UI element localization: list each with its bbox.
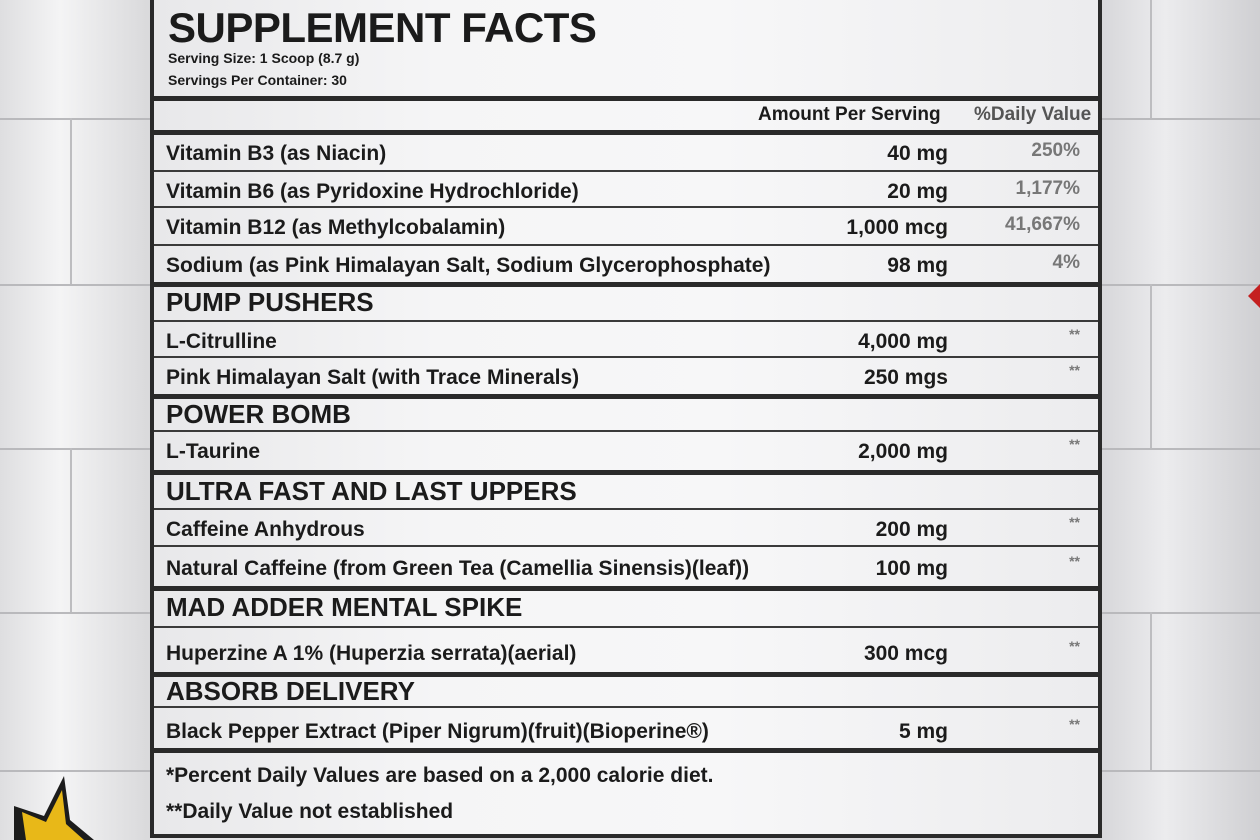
ingredient-daily-value: **: [1069, 436, 1080, 452]
ingredient-name: Caffeine Anhydrous: [166, 518, 365, 541]
ingredient-daily-value: **: [1069, 362, 1080, 378]
nutrient-daily-value: 4%: [1052, 252, 1080, 273]
nutrient-name: Sodium (as Pink Himalayan Salt, Sodium Glycerophosphate): [166, 254, 771, 277]
ingredient-daily-value: **: [1069, 716, 1080, 732]
ingredient-row: [154, 626, 1098, 670]
serving-size: Serving Size: 1 Scoop (8.7 g): [168, 50, 360, 66]
ingredient-amount: 2,000 mg: [858, 440, 948, 463]
nutrient-name: Vitamin B12 (as Methylcobalamin): [166, 216, 506, 239]
nutrient-daily-value: 41,667%: [1004, 214, 1080, 235]
ingredient-amount: 250 mgs: [863, 366, 948, 389]
star-logo-icon: [14, 776, 94, 840]
divider-thick: [154, 96, 1098, 101]
divider-thick: [154, 586, 1098, 591]
footnote-not-established: **Daily Value not established: [166, 800, 454, 823]
header-amount-per-serving: Amount Per Serving: [758, 104, 941, 125]
nutrient-daily-value: 250%: [1031, 140, 1080, 161]
ingredient-name: Pink Himalayan Salt (with Trace Minerals): [166, 366, 580, 389]
ingredient-row: [154, 356, 1098, 394]
bottle-right-edge: [1102, 0, 1260, 840]
ingredient-name: L-Citrulline: [166, 330, 277, 353]
section-title: POWER BOMB: [166, 399, 351, 429]
red-logo-fragment-icon: [1248, 284, 1260, 308]
ingredient-amount: 300 mcg: [863, 642, 948, 665]
ingredient-daily-value: **: [1069, 326, 1080, 342]
section-title: PUMP PUSHERS: [166, 287, 374, 317]
ingredient-name: Huperzine A 1% (Huperzia serrata)(aerial): [166, 642, 577, 665]
nutrient-row: [154, 244, 1098, 282]
section-title: ULTRA FAST AND LAST UPPERS: [166, 476, 577, 506]
nutrient-amount: 40 mg: [887, 142, 948, 165]
nutrient-row: [154, 170, 1098, 208]
divider-thick: [154, 748, 1098, 753]
nutrient-daily-value: 1,177%: [1015, 178, 1080, 199]
servings-per-container: Servings Per Container: 30: [168, 72, 347, 88]
nutrient-amount: 98 mg: [887, 254, 948, 277]
ingredient-daily-value: **: [1069, 553, 1080, 569]
supplement-facts-panel: [150, 0, 1102, 838]
ingredient-row: [154, 508, 1098, 546]
ingredient-amount: 5 mg: [898, 720, 948, 743]
nutrient-amount: 1,000 mcg: [846, 216, 948, 239]
header-daily-value: %Daily Value: [974, 104, 1092, 125]
bottle-left-edge: [0, 0, 150, 840]
nutrient-amount: 20 mg: [887, 180, 948, 203]
section-title: MAD ADDER MENTAL SPIKE: [166, 592, 523, 622]
ingredient-row: [154, 545, 1098, 585]
nutrient-row: [154, 206, 1098, 244]
ingredient-daily-value: **: [1069, 638, 1080, 654]
ingredient-row: [154, 430, 1098, 468]
ingredient-amount: 200 mg: [875, 518, 948, 541]
ingredient-daily-value: **: [1069, 514, 1080, 530]
footnote-daily-values: *Percent Daily Values are based on a 2,000 calorie diet.: [166, 764, 714, 787]
ingredient-row: [154, 320, 1098, 358]
divider-thick: [154, 470, 1098, 475]
ingredient-name: L-Taurine: [166, 440, 261, 463]
section-title: ABSORB DELIVERY: [166, 676, 415, 706]
nutrient-name: Vitamin B3 (as Niacin): [166, 142, 387, 165]
ingredient-row: [154, 706, 1098, 748]
nutrient-name: Vitamin B6 (as Pyridoxine Hydrochloride): [166, 180, 579, 203]
panel-title: SUPPLEMENT FACTS: [168, 4, 597, 51]
ingredient-amount: 4,000 mg: [858, 330, 948, 353]
ingredient-name: Black Pepper Extract (Piper Nigrum)(fruit)(Bioperine®): [166, 720, 709, 743]
ingredient-amount: 100 mg: [875, 557, 948, 580]
nutrient-row: [154, 132, 1098, 170]
ingredient-name: Natural Caffeine (from Green Tea (Camellia Sinensis)(leaf)): [166, 557, 750, 580]
